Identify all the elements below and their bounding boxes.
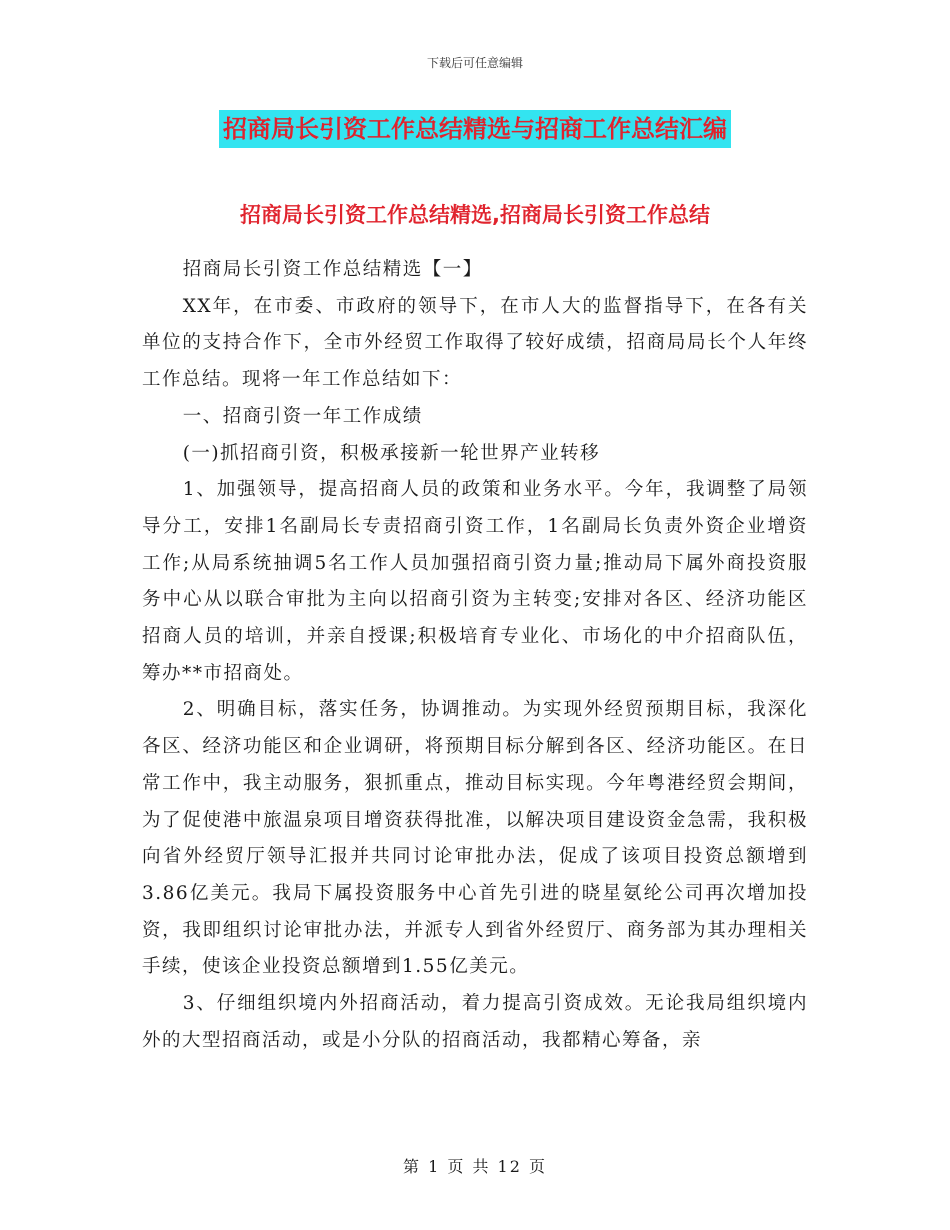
paragraph: 招商局长引资工作总结精选【一】 <box>182 259 483 280</box>
paragraph: (一)抓招商引资，积极承接新一轮世界产业转移 <box>182 442 601 464</box>
paragraph: 1、加强领导，提高招商人员的政策和业务水平。今年，我调整了局领导分工，安排1名副局长专责招商引资工作，1名副局长负责外资企业增资工作;从局系统抽调5名工作人员加强招商引资力量;推动局下属外商投资服务中心从以联合审批为主向以招商引资为主转变;安排对各区、经济功能区招商人员的培训，并亲自授课;积极培育专业化、市场化的中介招商队伍，筹办**市招商处。 <box>142 479 808 684</box>
paragraph: 一、招商引资一年工作成绩 <box>182 405 423 427</box>
page-header-note: 下载后可任意编辑 <box>426 56 523 70</box>
sub-title: 招商局长引资工作总结精选,招商局长引资工作总结 <box>240 203 710 227</box>
document-body <box>142 252 808 1059</box>
paragraph: XX年，在市委、市政府的领导下，在市人大的监督指导下，在各有关单位的支持合作下，全市外经贸工作取得了较好成绩，招商局局长个人年终工作总结。现将一年工作总结如下： <box>142 295 808 391</box>
main-title: 招商局长引资工作总结精选与招商工作总结汇编 <box>219 110 731 148</box>
paragraph: 2、明确目标，落实任务，协调推动。为实现外经贸预期目标，我深化各区、经济功能区和企业调研，将预期目标分解到各区、经济功能区。在日常工作中，我主动服务，狠抓重点，推动目标实现。今年粤港经贸会期间，为了促使港中旅温泉项目增资获得批准，以解决项目建设资金急需，我积极向省外经贸厅领导汇报并共同讨论审批办法，促成了该项目投资总额增到3.86亿美元。我局下属投资服务中心首先引进的晓星氨纶公司再次增加投资，我即组织讨论审批办法，并派专人到省外经贸厅、商务部为其办理相关手续，使该企业投资总额增到1.55亿美元。 <box>142 699 808 978</box>
page-number: 第 1 页 共 12 页 <box>403 1157 547 1176</box>
paragraph: 3、仔细组织境内外招商活动，着力提高引资成效。无论我局组织境内外的大型招商活动，或是小分队的招商活动，我都精心筹备，亲 <box>142 993 808 1051</box>
main-title-container <box>0 110 950 148</box>
